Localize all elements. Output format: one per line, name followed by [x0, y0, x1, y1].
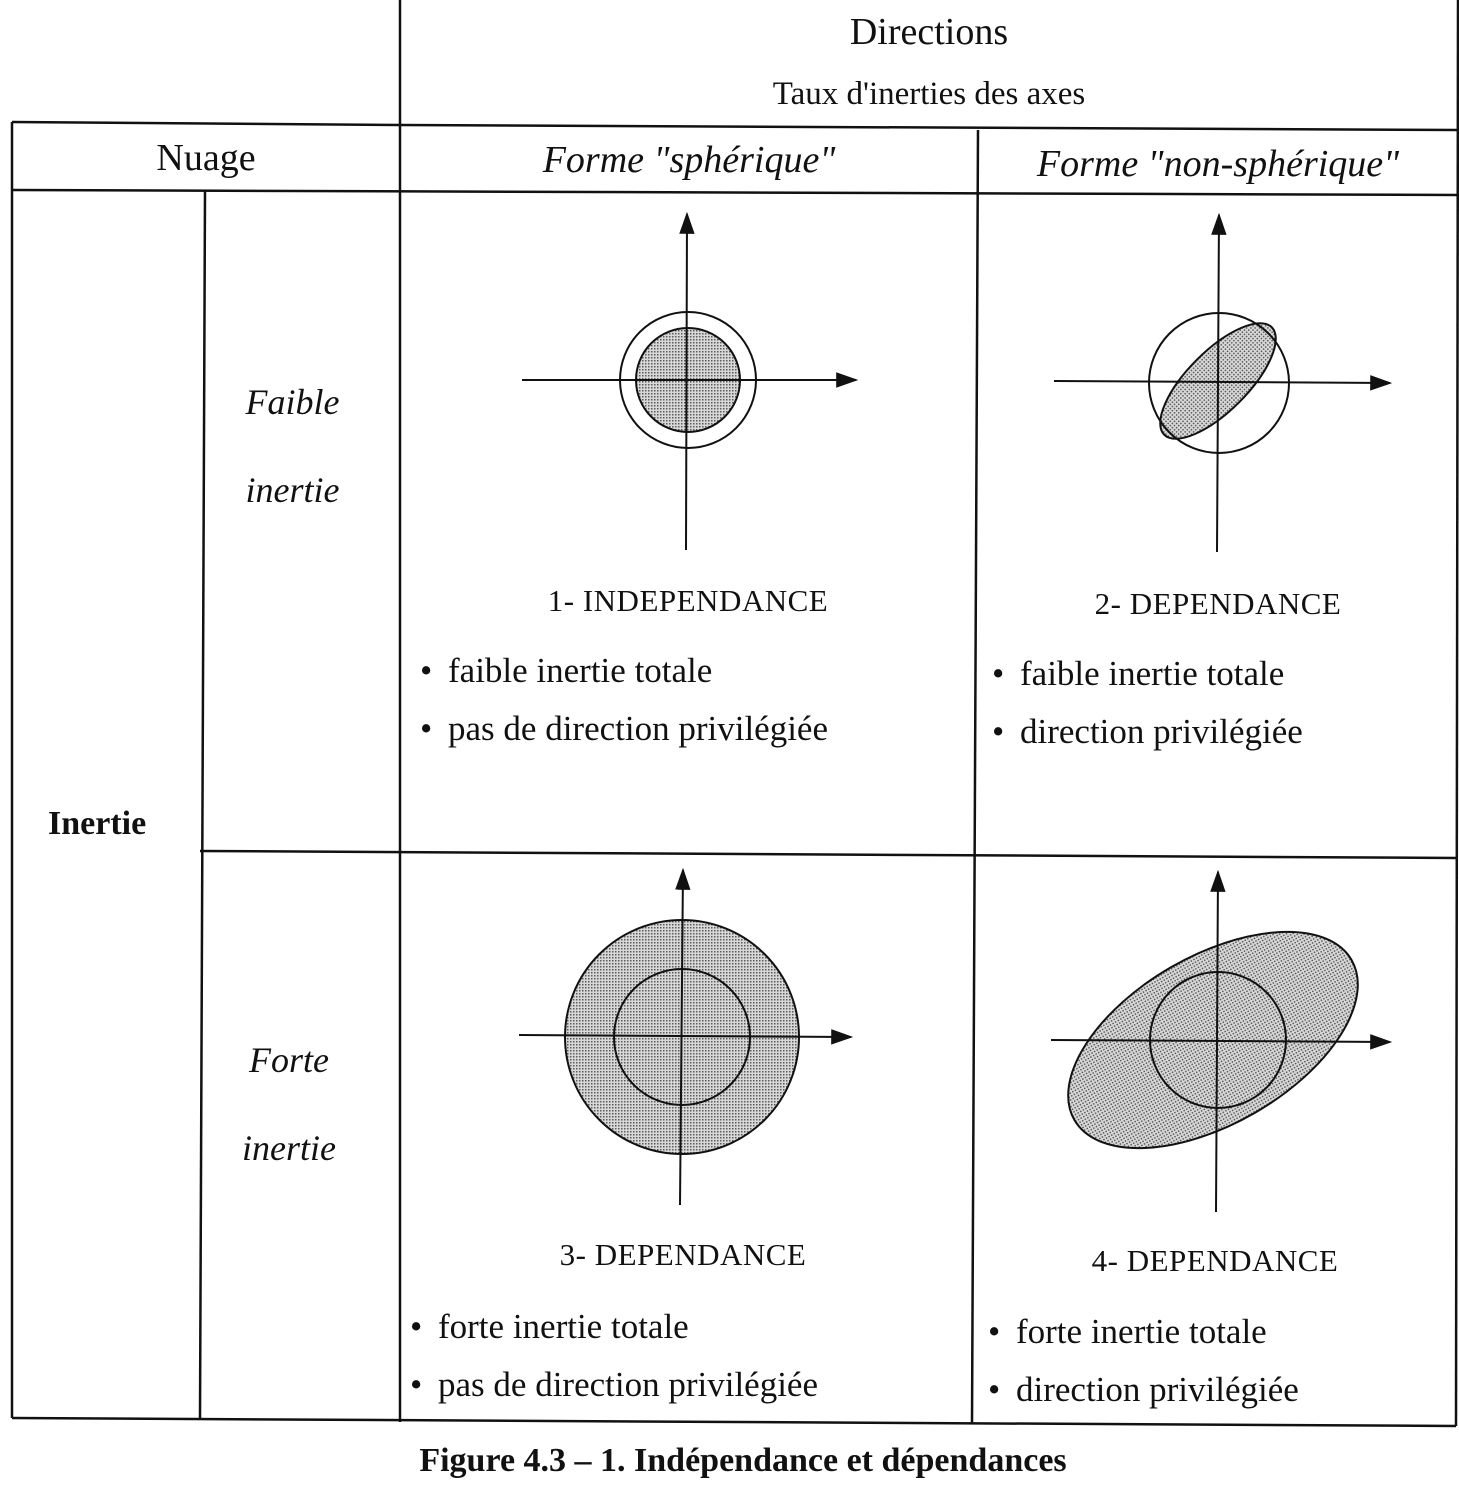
cell-2-title	[978, 586, 1458, 622]
row-label-forte-line1: Forte	[249, 1040, 329, 1080]
diagram-dependance-faible	[1054, 215, 1390, 552]
diagram-dependance-forte-spherique	[519, 870, 851, 1205]
row-label-forte-line2: inertie	[242, 1128, 336, 1168]
list-item: • faible inertie totale	[992, 645, 1303, 703]
diagram-independance	[522, 214, 856, 550]
col-header-spherique: Forme "sphérique"	[542, 139, 836, 181]
row-label-forte	[200, 1016, 378, 1192]
cell-4-title-text: DEPENDANCE	[1126, 1243, 1339, 1278]
row-label-faible	[205, 358, 380, 534]
row-label-faible-line2: inertie	[245, 470, 340, 510]
cell-3-title-text: DEPENDANCE	[594, 1237, 807, 1272]
list-item: • direction privilégiée	[992, 703, 1303, 761]
col-header-non-spherique: Forme "non-sphérique"	[1036, 143, 1400, 185]
cell-1-title-text: INDEPENDANCE	[582, 583, 829, 618]
inertie-label: Inertie	[48, 805, 147, 842]
figure-caption: Figure 4.3 – 1. Indépendance et dépendances	[419, 1442, 1067, 1479]
cell-1-title	[400, 583, 976, 619]
list-item: • direction privilégiée	[988, 1361, 1299, 1419]
row-label-faible-line1: Faible	[245, 382, 340, 422]
cell-2-title-text: DEPENDANCE	[1129, 586, 1342, 621]
cell-1-bullets	[420, 642, 828, 758]
cell-1-number: 1-	[547, 583, 575, 618]
list-item: • pas de direction privilégiée	[410, 1356, 818, 1414]
taux-inerties-header: Taux d'inerties des axes	[772, 76, 1086, 112]
diagram-dependance-forte-non-spherique	[1032, 872, 1393, 1212]
cell-4-title	[972, 1243, 1458, 1279]
cell-3-number: 3-	[559, 1237, 587, 1272]
cell-3-title	[394, 1237, 972, 1273]
cell-4-number: 4-	[1091, 1243, 1119, 1278]
list-item: • forte inertie totale	[410, 1298, 818, 1356]
list-item: • pas de direction privilégiée	[420, 700, 828, 758]
list-item: • faible inertie totale	[420, 642, 828, 700]
cell-3-bullets	[410, 1298, 818, 1414]
cell-2-bullets	[992, 645, 1303, 761]
cell-2-number: 2-	[1094, 586, 1122, 621]
directions-header: Directions	[849, 11, 1009, 53]
nuage-header: Nuage	[156, 137, 256, 179]
list-item: • forte inertie totale	[988, 1303, 1299, 1361]
cell-4-bullets	[988, 1303, 1299, 1419]
